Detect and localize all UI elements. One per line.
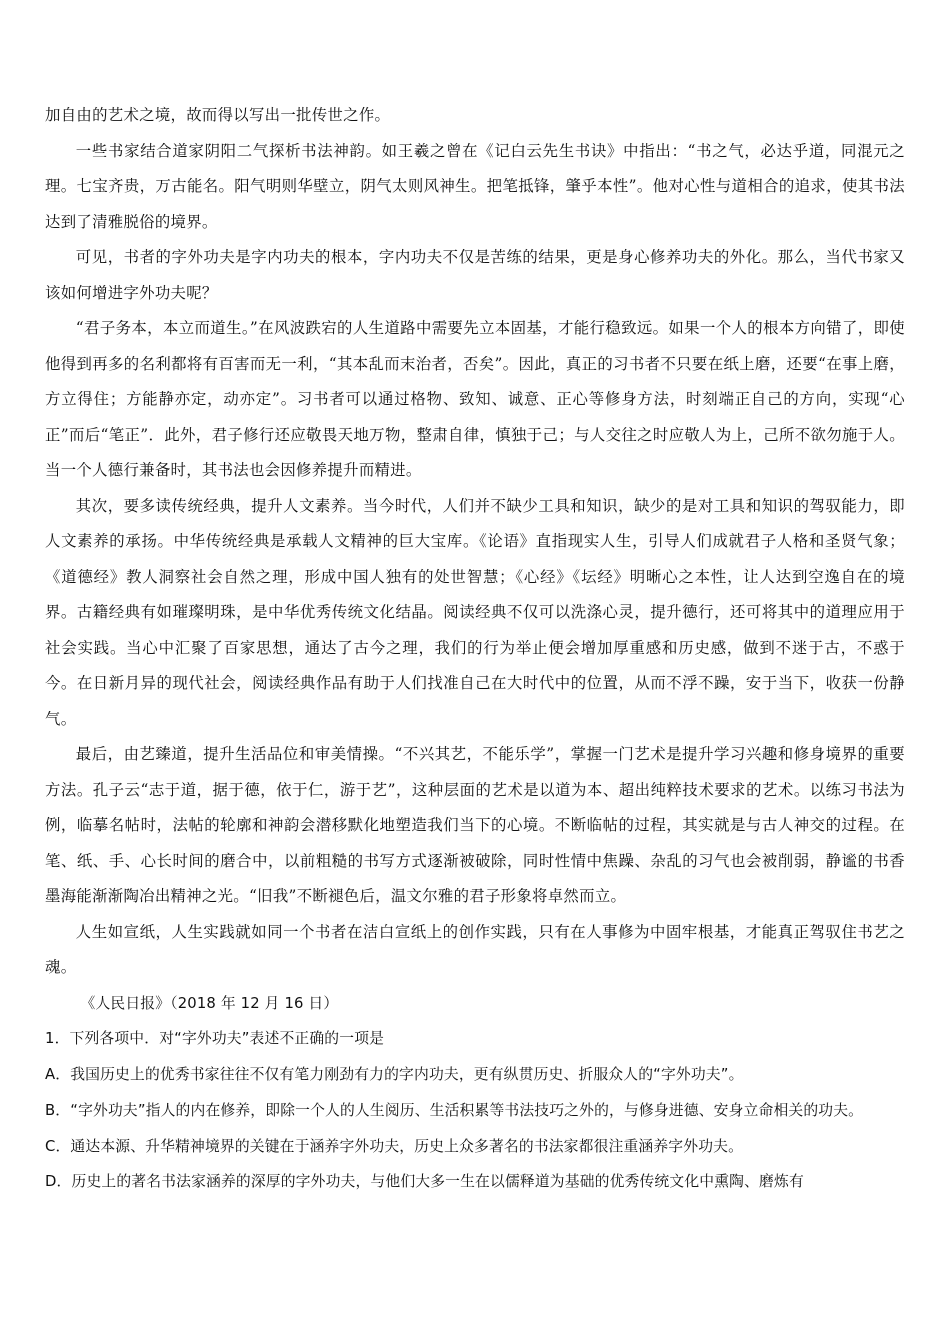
paragraph-second-point: 其次，要多读传统经典，提升人文素养。当今时代，人们并不缺少工具和知识，缺少的是对工具和知识的驾驭能力，即人文素养的承扬。中华传统经典是承载人文精神的巨大宝库。《论语》直指现实人生，引导人们成就君子人格和圣贤气象；《道德经》教人洞察社会自然之理，形成中国人独有的处世智慧；《心经》《坛经》明晰心之本性，让人达到空逸自在的境界。古籍经典有如璀璨明珠，是中华优秀传统文化结晶。阅读经典不仅可以洗涤心灵，提升德行，还可将其中的道理应用于社会实践。当心中汇聚了百家思想，通达了古今之理，我们的行为举止便会增加厚重感和历史感，做到不迷于古，不惑于今。在日新月异的现代社会，阅读经典作品有助于人们找准自己在大时代中的位置，从而不浮不躁，安于当下，收获一份静气。 xyxy=(45,496,905,728)
source-citation: 《人民日报》（2018 年 12 月 16 日） xyxy=(80,994,339,1012)
paragraph-third-point: 最后，由艺臻道，提升生活品位和审美情操。“不兴其艺，不能乐学”，掌握一门艺术是提升学习兴趣和修身境界的重要方法。孔子云“志于道，据于德，依于仁，游于艺”，这种层面的艺术是以道为本、超出纯粹技术要求的艺术。以练习书法为例，临摹名帖时，法帖的轮廓和神韵会潜移默化地塑造我们当下的心境。不断临帖的过程，其实就是与古人神交的过程。在笔、纸、手、心长时间的磨合中，以前粗糙的书写方式逐渐被破除，同时性情中焦躁、杂乱的习气也会被削弱，静谧的书香墨海能渐渐陶冶出精神之光。“旧我”不断褪色后，温文尔雅的君子形象将卓然而立。 xyxy=(45,745,905,905)
paragraph-summary-question: 可见，书者的字外功夫是字内功夫的根本，字内功夫不仅是苦练的结果，更是身心修养功夫的外化。那么，当代书家又该如何增进字外功夫呢？ xyxy=(45,248,905,302)
option-b: B．“字外功夫”指人的内在修养，即除一个人的人生阅历、生活积累等书法技巧之外的，与修身进德、安身立命相关的功夫。 xyxy=(45,1101,864,1119)
question-stem: 1．下列各项中．对“字外功夫”表述不正确的一项是 xyxy=(45,1030,385,1048)
paragraph-first-point: “君子务本，本立而道生。”在风波跌宕的人生道路中需要先立本固基，才能行稳致远。如果一个人的根本方向错了，即使他得到再多的名利都将有百害而无一利，“其本乱而末治者，否矣”。因此，真正的习书者不只要在纸上磨，还要“在事上磨，方立得住；方能静亦定，动亦定”。习书者可以通过格物、致知、诚意、正心等修身方法，时刻端正自己的方向，实现“心正”而后“笔正”．此外，君子修行还应敬畏天地万物，整肃自律，慎独于己；与人交往之时应敬人为上，己所不欲勿施于人。当一个人德行兼备时，其书法也会因修养提升而精进。 xyxy=(45,319,905,479)
paragraph-conclusion: 人生如宣纸，人生实践就如同一个书者在洁白宣纸上的创作实践，只有在人事修为中固牢根基，才能真正驾驭住书艺之魂。 xyxy=(45,922,905,976)
paragraph-wang-xizhi: 一些书家结合道家阴阳二气探析书法神韵。如王羲之曾在《记白云先生书诀》中指出：“书之气，必达乎道，同混元之理。七宝齐贵，万古能名。阳气明则华壁立，阴气太则风神生。把笔抵锋，肇乎本性”。他对心性与道相合的追求，使其书法达到了清雅脱俗的境界。 xyxy=(45,141,905,231)
option-a: A．我国历史上的优秀书家往往不仅有笔力刚劲有力的字内功夫，更有纵贯历史、折服众人的“字外功夫”。 xyxy=(45,1066,744,1084)
option-c: C．通达本源、升华精神境界的关键在于涵养字外功夫，历史上众多著名的书法家都很注重涵养字外功夫。 xyxy=(45,1137,744,1155)
paragraph-intro-continuation: 加自由的艺术之境，故而得以写出一批传世之作。 xyxy=(45,106,391,124)
option-d: D．历史上的著名书法家涵养的深厚的字外功夫，与他们大多一生在以儒释道为基础的优秀传统文化中熏陶、磨炼有 xyxy=(45,1173,804,1191)
